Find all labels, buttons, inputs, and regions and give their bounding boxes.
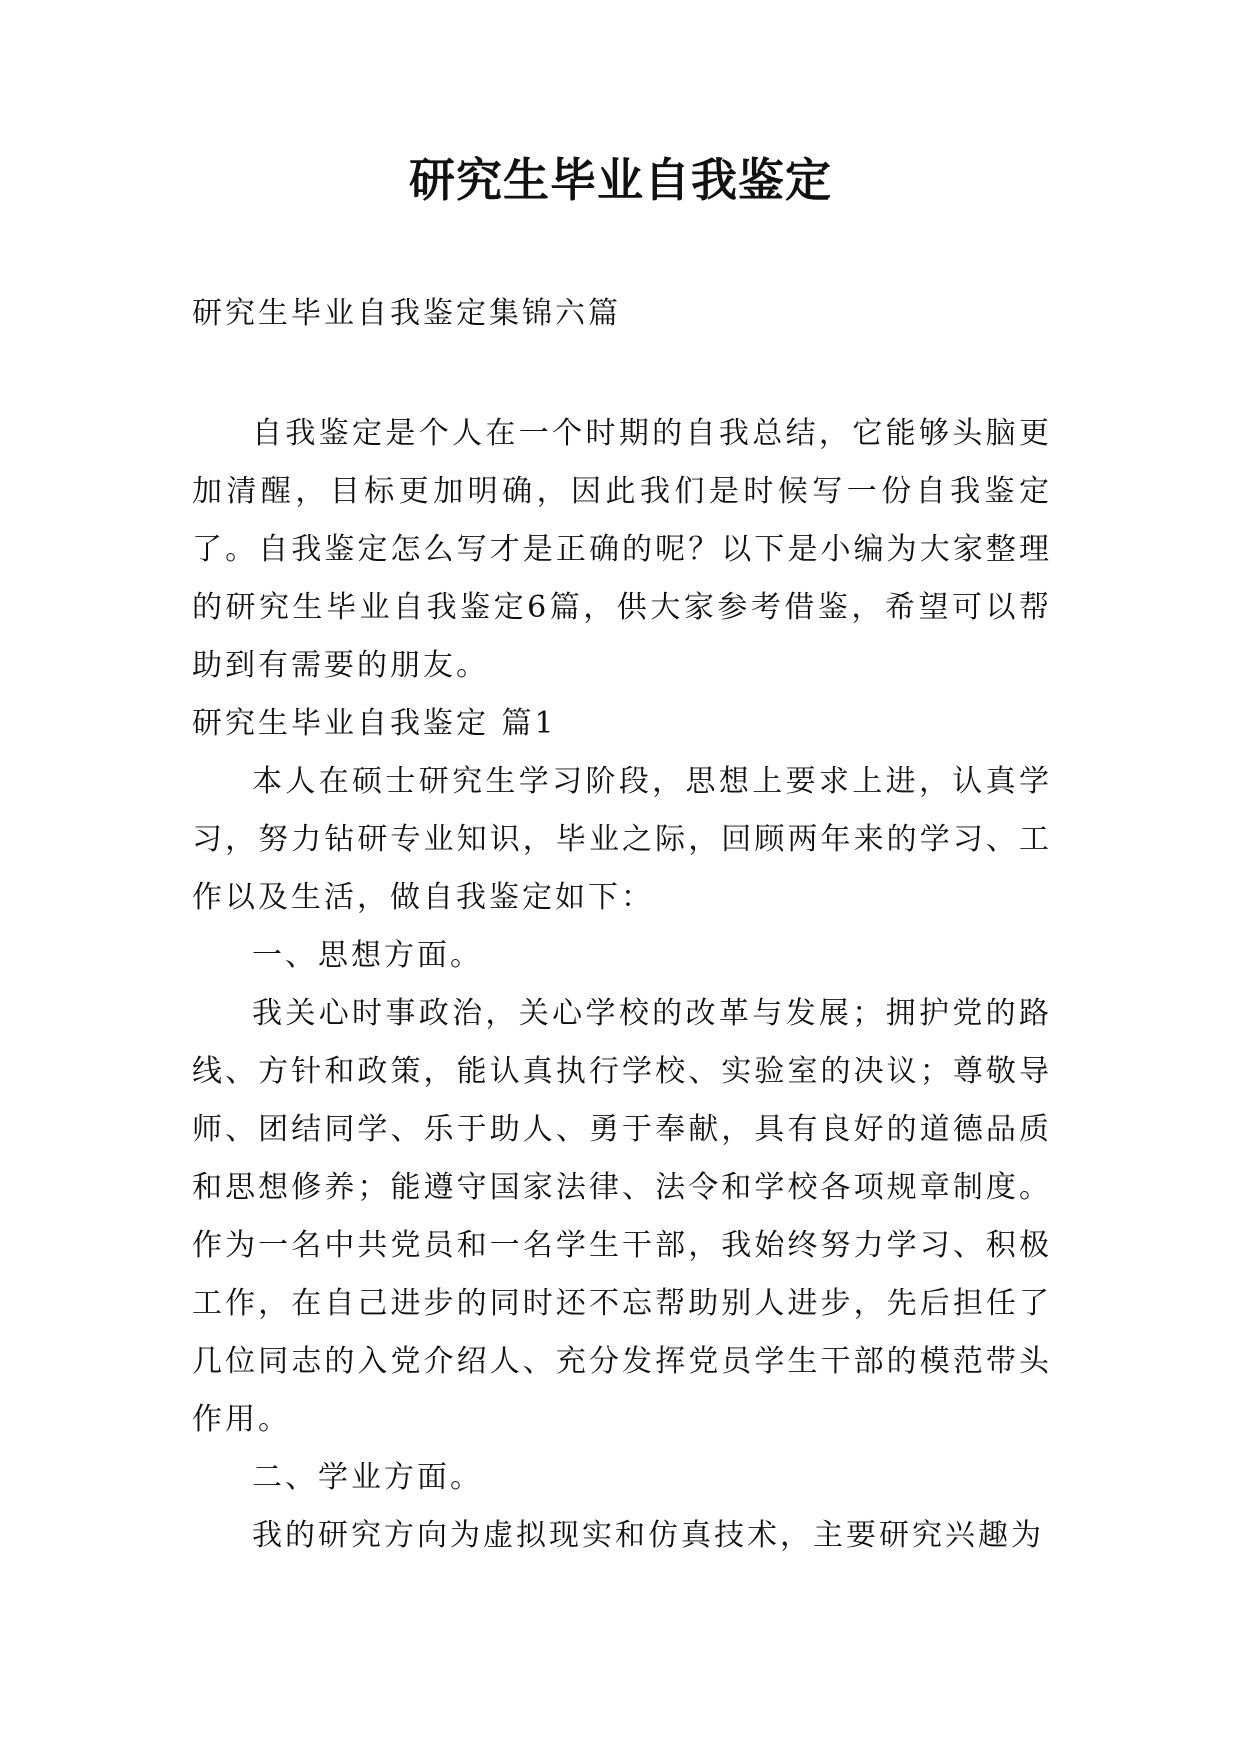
section-heading-1: 研究生毕业自我鉴定 篇1 [192,706,557,741]
heading-thought: 一、思想方面。 [252,938,483,973]
document-body [192,405,1052,1565]
document-subtitle: 研究生毕业自我鉴定集锦六篇 [192,296,621,331]
paragraph-thought: 我关心时事政治，关心学校的改革与发展；拥护党的路线、方针和政策，能认真执行学校、实验室的决议；尊敬导师、团结同学、乐于助人、勇于奉献，具有良好的道德品质和思想修养；能遵守国家法律、法令和学校各项规章制度。作为一名中共党员和一名学生干部，我始终努力学习、积极工作，在自己进步的同时还不忘帮助别人进步，先后担任了几位同志的入党介绍人、充分发挥党员学生干部的模范带头作用。 [192,996,1052,1437]
paragraph-study: 我的研究方向为虚拟现实和仿真技术，主要研究兴趣为 [252,1518,1044,1553]
document-title: 研究生毕业自我鉴定 [409,153,832,207]
paragraph-overview: 本人在硕士研究生学习阶段，思想上要求上进，认真学习，努力钻研专业知识，毕业之际，回顾两年来的学习、工作以及生活，做自我鉴定如下： [192,764,1052,915]
heading-study: 二、学业方面。 [252,1460,483,1495]
intro-paragraph: 自我鉴定是个人在一个时期的自我总结，它能够头脑更加清醒，目标更加明确，因此我们是时候写一份自我鉴定了。自我鉴定怎么写才是正确的呢？以下是小编为大家整理的研究生毕业自我鉴定6篇，供大家参考借鉴，希望可以帮助到有需要的朋友。 [192,416,1052,683]
